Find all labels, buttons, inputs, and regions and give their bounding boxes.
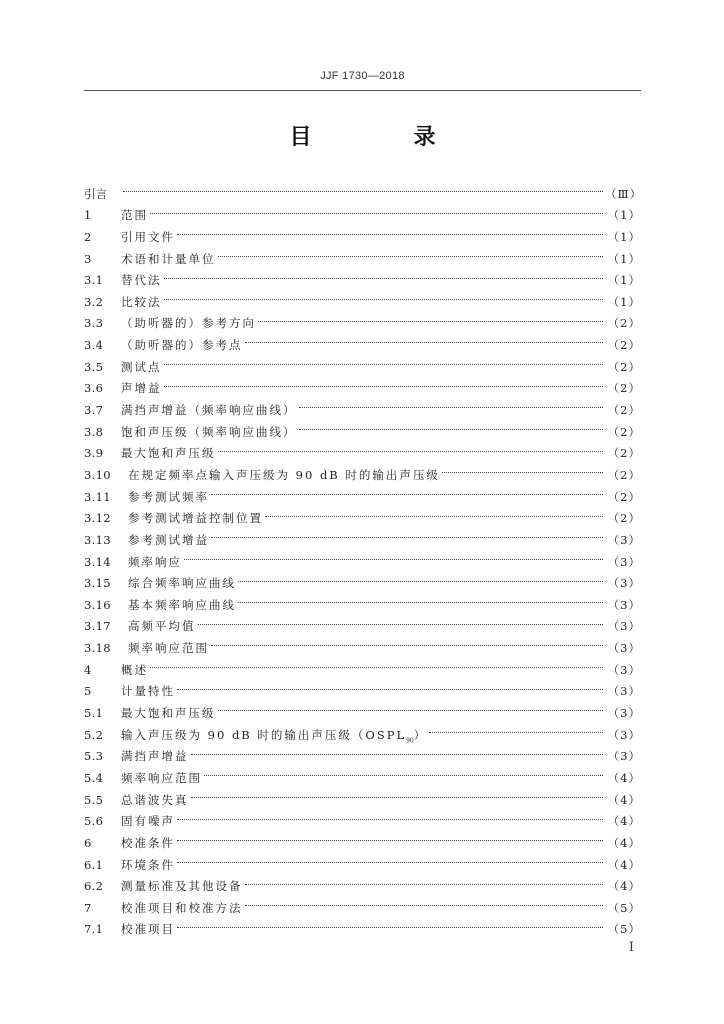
toc-entry-page: （2） (607, 359, 641, 374)
toc-entry-page: （3） (607, 532, 641, 547)
toc-entry-page: （2） (607, 338, 641, 353)
toc-entry-title: 术语和计量单位 (121, 251, 216, 266)
toc-entry[interactable] (84, 198, 641, 223)
toc-entry-title: 校准项目和校准方法 (121, 900, 243, 915)
toc-leader-dots (164, 371, 604, 393)
toc-entry-page: （1） (607, 294, 641, 309)
toc-entry-title: 固有噪声 (121, 814, 175, 829)
toc-entry-number: 3.14 (84, 554, 111, 569)
toc-entry-number: 3.13 (84, 532, 111, 547)
toc-entry-page: （1） (607, 273, 641, 288)
page-title: 目 录 (289, 125, 476, 150)
toc-leader-dots (211, 522, 603, 544)
toc-entry-title-main: 输入声压级为 90 dB 时的输出声压级（OSPL (121, 727, 407, 742)
toc-leader-dots (429, 717, 603, 739)
toc-leader-dots (245, 327, 604, 349)
toc-entry[interactable] (84, 306, 641, 331)
toc-entry-number: 3.3 (84, 316, 104, 331)
toc-entry-page: （2） (607, 403, 641, 418)
toc-leader-dots (258, 306, 603, 328)
toc-entry-number: 5.4 (84, 770, 104, 785)
toc-entry-page: （3） (607, 727, 641, 742)
toc-entry-title: 校准条件 (121, 835, 175, 850)
toc-entry-number: 5.6 (84, 814, 104, 829)
toc-entry-title: 最大饱和声压级 (121, 706, 216, 721)
toc-leader-dots (191, 782, 604, 804)
toc-entry[interactable] (84, 674, 641, 699)
toc-entry[interactable] (84, 349, 641, 374)
toc-leader-dots (164, 284, 604, 306)
toc-entry-number: 3.18 (84, 641, 111, 656)
toc-entry-title: 参考测试增益 (128, 532, 209, 547)
toc-entry-number: 1 (84, 208, 92, 223)
toc-leader-dots (265, 501, 603, 523)
toc-entry-number: 4 (84, 662, 92, 677)
toc-entry-title: 引用文件 (121, 229, 175, 244)
toc-leader-dots (177, 847, 603, 869)
toc-entry-title: 参考测试增益控制位置 (128, 511, 263, 526)
toc-entry-page: （1） (607, 229, 641, 244)
toc-leader-dots (299, 414, 604, 436)
toc-entry-page: （4） (607, 879, 641, 894)
toc-leader-dots (150, 198, 603, 220)
toc-entry-page: （3） (607, 597, 641, 612)
toc-entry-title: 校准项目 (121, 922, 175, 937)
toc-entry-number: 7.1 (84, 922, 104, 937)
toc-entry-page: （4） (607, 792, 641, 807)
toc-entry-page: （4） (607, 835, 641, 850)
toc-entry-title: 满挡声增益（频率响应曲线） (121, 403, 297, 418)
toc-entry-page: （5） (607, 922, 641, 937)
toc-entry-page: （2） (607, 511, 641, 526)
toc-entry-title: 基本频率响应曲线 (128, 597, 236, 612)
toc-entry-page: （2） (607, 467, 641, 482)
toc-entry-title: 最大饱和声压级 (121, 446, 216, 461)
toc-entry-title: 高频平均值 (128, 619, 196, 634)
toc-entry-page: （2） (607, 316, 641, 331)
toc-entry[interactable] (84, 652, 641, 677)
toc-entry-number: 引言 (84, 186, 108, 201)
toc-entry[interactable] (84, 371, 641, 396)
toc-leader-dots (211, 479, 603, 501)
toc-entry-number: 3.4 (84, 338, 104, 353)
toc-entry-title: 参考测试频率 (128, 489, 209, 504)
header-rule (84, 90, 641, 91)
toc-entry-page: （3） (607, 576, 641, 591)
toc-entry-page: （1） (607, 251, 641, 266)
toc-leader-dots (238, 566, 603, 588)
toc-entry-title: 计量特性 (121, 684, 175, 699)
toc-entry-page: （3） (607, 662, 641, 677)
toc-entry-number: 3.12 (84, 511, 111, 526)
toc-entry-title-subscript: 90 (406, 736, 414, 744)
toc-entry-title-close: ） (413, 727, 428, 742)
toc-entry[interactable] (84, 176, 643, 201)
toc-entry-page: （3） (607, 749, 641, 764)
toc-entry-number: 3.15 (84, 576, 111, 591)
toc-entry-title: 替代法 (121, 273, 162, 288)
toc-entry-title: （助听器的）参考点 (121, 338, 243, 353)
toc-entry[interactable] (84, 392, 641, 418)
toc-entry-title: 频率响应 (128, 554, 182, 569)
toc-leader-dots (218, 241, 604, 263)
toc-entry-number: 3.8 (84, 424, 104, 439)
toc-entry-page: （2） (607, 489, 641, 504)
toc-entry-number: 6.1 (84, 857, 104, 872)
toc-entry-page: （4） (607, 857, 641, 872)
toc-entry-page: （2） (607, 424, 641, 439)
toc-entry-title: 测试点 (121, 359, 162, 374)
toc-entry-number: 3.11 (84, 489, 111, 504)
page-number: Ⅰ (628, 940, 634, 955)
toc-leader-dots (164, 349, 604, 371)
toc-leader-dots (177, 825, 603, 847)
toc-leader-dots (191, 736, 604, 761)
toc-leader-dots (245, 869, 604, 891)
toc-leader-dots (442, 457, 603, 479)
toc-leader-dots (177, 912, 603, 934)
table-of-contents (84, 176, 643, 937)
toc-leader-dots (123, 176, 603, 198)
toc-entry-title: 频率响应范围 (121, 770, 202, 785)
toc-leader-dots (150, 652, 603, 674)
toc-entry-title: 满挡声增益 (121, 749, 189, 764)
toc-entry-number: 7 (84, 900, 92, 915)
toc-entry-page: （3） (607, 684, 641, 699)
toc-entry-title: 声增益 (121, 381, 162, 396)
toc-leader-dots (177, 674, 603, 696)
toc-entry-page: （3） (607, 706, 641, 721)
toc-entry-page: （5） (607, 900, 641, 915)
toc-entry-number: 3.6 (84, 381, 104, 396)
toc-entry-title: 环境条件 (121, 857, 175, 872)
toc-entry-number: 3.7 (84, 403, 104, 418)
toc-entry-number: 3.5 (84, 359, 104, 374)
toc-leader-dots (177, 804, 603, 826)
toc-entry-page: （Ⅲ） (605, 186, 643, 201)
toc-leader-dots (218, 695, 604, 717)
toc-entry-page: （4） (607, 814, 641, 829)
toc-leader-dots (245, 890, 604, 912)
toc-entry[interactable] (84, 219, 641, 244)
toc-entry-title: 测量标准及其他设备 (121, 879, 243, 894)
toc-entry-number: 5.1 (84, 706, 104, 721)
toc-leader-dots (198, 609, 604, 631)
toc-entry-page: （3） (607, 619, 641, 634)
toc-entry-page: （4） (607, 770, 641, 785)
toc-leader-dots (299, 392, 604, 414)
toc-entry-number: 5 (84, 684, 92, 699)
toc-entry-number: 3.16 (84, 597, 111, 612)
toc-entry-number: 6.2 (84, 879, 104, 894)
toc-leader-dots (238, 587, 603, 609)
toc-entry-page: （3） (607, 641, 641, 656)
toc-entry-page: （2） (607, 446, 641, 461)
toc-leader-dots (164, 263, 604, 285)
toc-entry-title: 比较法 (121, 294, 162, 309)
toc-entry-title: 综合频率响应曲线 (128, 576, 236, 591)
toc-leader-dots (177, 219, 603, 241)
toc-entry-title: 范围 (121, 208, 148, 223)
toc-entry-number: 2 (84, 229, 92, 244)
toc-entry-number: 6 (84, 835, 92, 850)
toc-entry-number: 5.3 (84, 749, 104, 764)
toc-entry-page: （2） (607, 381, 641, 396)
toc-entry-number: 3.1 (84, 273, 104, 288)
toc-entry[interactable] (84, 284, 641, 309)
toc-entry-number: 5.5 (84, 792, 104, 807)
toc-entry-title: 频率响应范围 (128, 641, 209, 656)
toc-entry-number: 3.2 (84, 294, 104, 309)
toc-entry-page: （3） (607, 554, 641, 569)
toc-entry-title: 在规定频率点输入声压级为 90 dB 时的输出声压级 (128, 467, 440, 482)
toc-leader-dots (218, 436, 604, 458)
toc-leader-dots (184, 544, 603, 566)
toc-leader-dots (204, 760, 603, 782)
toc-entry-title: 概述 (121, 662, 148, 677)
toc-entry-title: 总谐波失真 (121, 792, 189, 807)
toc-entry-number: 3.10 (84, 467, 111, 482)
toc-entry-title: 饱和声压级（频率响应曲线） (121, 424, 297, 439)
toc-entry[interactable] (84, 263, 641, 288)
toc-entry-number: 3.17 (84, 619, 111, 634)
toc-entry-number: 3 (84, 251, 92, 266)
toc-entry-page: （1） (607, 208, 641, 223)
toc-leader-dots (211, 630, 603, 652)
toc-entry-number: 3.9 (84, 446, 104, 461)
toc-entry-title: （助听器的）参考方向 (121, 316, 256, 331)
running-header: JJF 1730—2018 (320, 70, 405, 82)
toc-entry-number: 5.2 (84, 727, 104, 742)
